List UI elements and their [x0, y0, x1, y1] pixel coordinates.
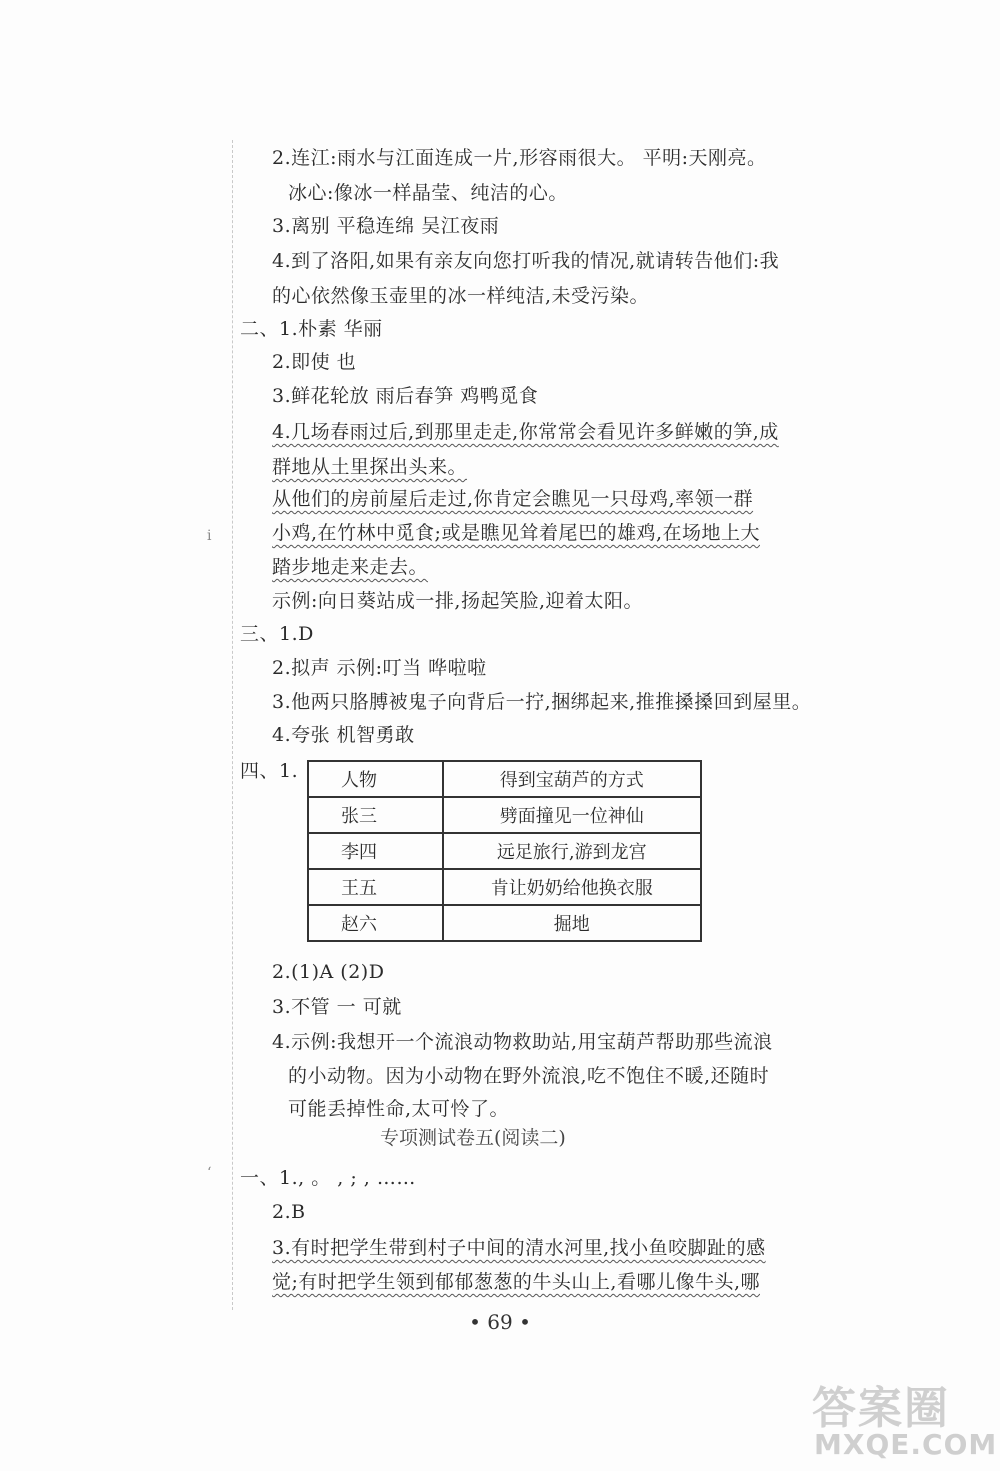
table-header-cell: 人物	[308, 761, 443, 797]
table-cell: 赵六	[308, 905, 443, 941]
answer-line: 四、1.	[240, 760, 299, 782]
table-cell: 张三	[308, 797, 443, 833]
answer-line: 2.(1)A (2)D	[272, 961, 385, 983]
margin-mark: ʻ	[207, 1165, 212, 1181]
watermark-site: MXQE.COM	[814, 1428, 998, 1461]
site-watermark	[812, 1372, 998, 1464]
answer-line: 三、1.D	[240, 623, 314, 645]
answer-line: 示例:向日葵站成一排,扬起笑脸,迎着太阳。	[272, 590, 643, 612]
answer-line: 3.鲜花轮放 雨后春笋 鸡鸭觅食	[272, 385, 539, 407]
table-header-cell: 得到宝葫芦的方式	[443, 761, 701, 797]
table-cell: 掘地	[443, 905, 701, 941]
table-row	[308, 833, 701, 869]
answer-table	[307, 760, 702, 942]
table-cell: 远足旅行,游到龙宫	[443, 833, 701, 869]
answer-line: 4.示例:我想开一个流浪动物救助站,用宝葫芦帮助那些流浪	[272, 1031, 773, 1053]
table-row	[308, 797, 701, 833]
table-cell: 肯让奶奶给他换衣服	[443, 869, 701, 905]
section-title: 专项测试卷五(阅读二)	[380, 1127, 566, 1149]
answer-line: 一、1., 。 , ; , ……	[240, 1167, 416, 1189]
margin-mark: i	[207, 528, 212, 544]
answer-line-underlined: 群地从土里探出头来。	[272, 456, 468, 478]
answer-line-underlined: 踏步地走来走去。	[272, 556, 429, 578]
answer-line-underlined: 3.有时把学生带到村子中间的清水河里,找小鱼咬脚趾的感	[272, 1237, 766, 1259]
answer-line: 的小动物。因为小动物在野外流浪,吃不饱住不暖,还随时	[288, 1065, 770, 1087]
answer-line-underlined: 从他们的房前屋后走过,你肯定会瞧见一只母鸡,率领一群	[272, 488, 754, 510]
answer-line: 4.夸张 机智勇敢	[272, 724, 415, 746]
answer-line: 可能丢掉性命,太可怜了。	[288, 1098, 510, 1120]
answer-line: 2.拟声 示例:叮当 哗啦啦	[272, 657, 487, 679]
table-row	[308, 869, 701, 905]
answer-line-underlined: 4.几场春雨过后,到那里走走,你常常会看见许多鲜嫩的笋,成	[272, 421, 779, 443]
answer-line: 冰心:像冰一样晶莹、纯洁的心。	[288, 182, 568, 204]
answer-line: 2.即使 也	[272, 351, 357, 373]
answer-line: 二、1.朴素 华丽	[240, 318, 383, 340]
table-cell: 王五	[308, 869, 443, 905]
table-row	[308, 905, 701, 941]
table-cell: 劈面撞见一位神仙	[443, 797, 701, 833]
answer-line: 3.离别 平稳连绵 吴江夜雨	[272, 215, 500, 237]
page-number: • 69 •	[469, 1310, 531, 1334]
answer-line: 4.到了洛阳,如果有亲友向您打听我的情况,就请转告他们:我	[272, 250, 780, 272]
answer-line: 3.他两只胳膊被鬼子向背后一拧,捆绑起来,推推搡搡回到屋里。	[272, 691, 812, 713]
margin-divider	[232, 140, 233, 1310]
answer-line: 2.B	[272, 1201, 306, 1223]
answer-line: 3.不管 一 可就	[272, 996, 402, 1018]
answer-line: 的心依然像玉壶里的冰一样纯洁,未受污染。	[272, 285, 650, 307]
answer-line-underlined: 觉;有时把学生领到郁郁葱葱的牛头山上,看哪儿像牛头,哪	[272, 1271, 760, 1293]
watermark-logo: 答案圈	[812, 1383, 950, 1434]
answer-line-underlined: 小鸡,在竹林中觅食;或是瞧见耸着尾巴的雄鸡,在场地上大	[272, 522, 760, 544]
answer-line: 2.连江:雨水与江面连成一片,形容雨很大。 平明:天刚亮。	[272, 147, 767, 169]
table-cell: 李四	[308, 833, 443, 869]
table-header-row	[308, 761, 701, 797]
